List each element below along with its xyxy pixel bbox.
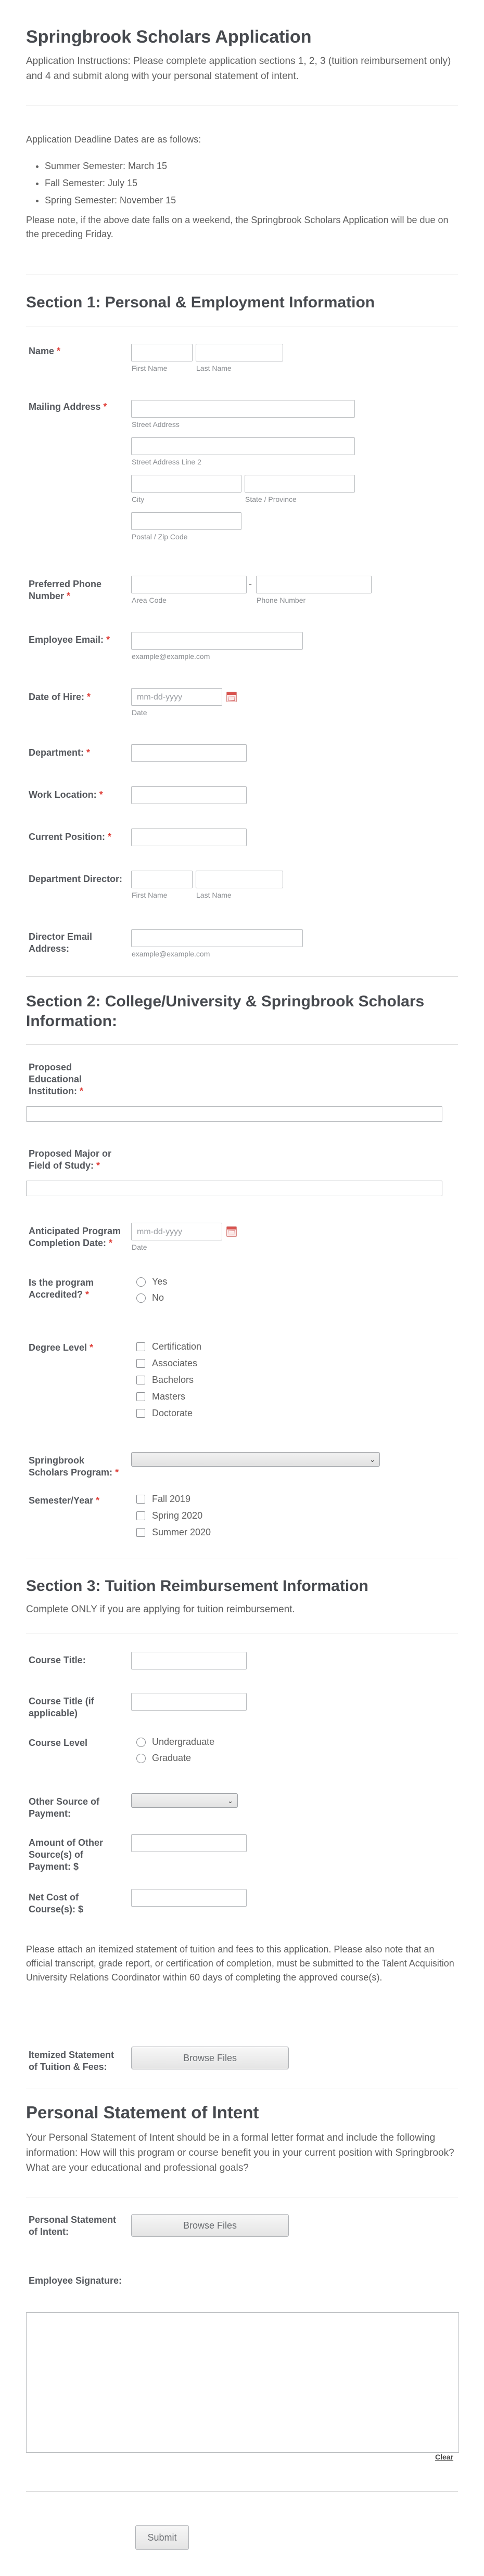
statement-label: Personal Statement of Intent:	[29, 2215, 117, 2237]
degree-option-label: Certification	[152, 1341, 202, 1352]
accredited-no-label: No	[152, 1292, 164, 1303]
first-name-input[interactable]	[131, 344, 193, 361]
attach-note: Please attach an itemized statement of tuition and fees to this application. Please also note that an official transcript, grade report, or certification of completion, must be submitted to the Talent Acquisition University Relations Coordinator within 60 days of completing the approved course(s).	[26, 1944, 454, 1983]
phone-number-sub: Phone Number	[257, 596, 306, 604]
course-title-2-label: Course Title (if applicable)	[29, 1696, 94, 1718]
street-address-2-input[interactable]	[131, 437, 355, 455]
semester-fall-2019-checkbox[interactable]	[136, 1495, 145, 1504]
last-name-sub: Last Name	[196, 364, 232, 372]
section-1-title: Section 1: Personal & Employment Information	[26, 294, 375, 311]
director-email-input[interactable]	[131, 929, 303, 947]
semester-option-label: Spring 2020	[152, 1510, 203, 1521]
city-sub: City	[132, 495, 145, 503]
other-source-label: Other Source of Payment:	[29, 1796, 100, 1819]
semester-year-label: Semester/Year *	[29, 1495, 100, 1506]
course-title-label: Course Title:	[29, 1655, 86, 1665]
scholars-program-label: Springbrook Scholars Program: *	[29, 1455, 119, 1478]
employee-email-label: Employee Email: *	[29, 635, 110, 645]
deadline-item: • Summer Semester: March 15	[45, 158, 176, 175]
accredited-yes-radio[interactable]	[136, 1277, 146, 1287]
mailing-address-label: Mailing Address *	[29, 402, 107, 412]
course-title-2-input[interactable]	[131, 1693, 247, 1711]
other-source-select[interactable]	[131, 1793, 238, 1808]
semester-option-label: Summer 2020	[152, 1527, 211, 1537]
completion-date-input[interactable]: mm-dd-yyyy	[131, 1223, 222, 1240]
last-name-input[interactable]	[196, 344, 283, 361]
signature-pad[interactable]	[26, 2312, 459, 2453]
date-of-hire-label: Date of Hire: *	[29, 692, 91, 702]
current-position-label: Current Position: *	[29, 832, 112, 842]
department-label: Department: *	[29, 747, 91, 758]
degree-associates-checkbox[interactable]	[136, 1359, 145, 1368]
institution-label: Proposed Educational Institution: *	[29, 1062, 84, 1096]
phone-number-input[interactable]	[256, 576, 372, 593]
semester-summer-2020-checkbox[interactable]	[136, 1528, 145, 1537]
major-label: Proposed Major or Field of Study: *	[29, 1148, 112, 1171]
degree-masters-checkbox[interactable]	[136, 1392, 145, 1401]
statement-browse-button[interactable]: Browse Files	[131, 2214, 289, 2237]
degree-option-label: Masters	[152, 1391, 186, 1402]
degree-bachelors-checkbox[interactable]	[136, 1376, 145, 1384]
director-first-name-sub: First Name	[132, 891, 168, 899]
semester-spring-2020-checkbox[interactable]	[136, 1511, 145, 1520]
section-4-title: Personal Statement of Intent	[26, 2103, 259, 2122]
section-2-title: Section 2: College/University & Springbrook Scholars Information:	[26, 993, 425, 1030]
course-level-option-label: Graduate	[152, 1753, 192, 1763]
degree-option-label: Bachelors	[152, 1375, 194, 1385]
form-instructions: Application Instructions: Please complete application sections 1, 2, 3 (tuition reimbursement only) and 4 and submit along with your personal statement of intent.	[26, 56, 451, 82]
degree-option-label: Associates	[152, 1358, 198, 1368]
course-level-label: Course Level	[29, 1738, 88, 1748]
section-4-description: Your Personal Statement of Intent should be in a formal letter format and include the following information: How will this program or course benefit you in your current position with Springbrook? What are your educational and professional goals?	[26, 2132, 454, 2173]
net-cost-input[interactable]	[131, 1889, 247, 1907]
city-input[interactable]	[131, 475, 241, 493]
date-of-hire-sub: Date	[132, 708, 147, 717]
divider	[26, 2491, 458, 2492]
calendar-icon[interactable]	[226, 692, 237, 702]
submit-button[interactable]: Submit	[135, 2525, 189, 2550]
street-address-input[interactable]	[131, 400, 355, 418]
divider	[26, 976, 458, 977]
chevron-down-icon: ⌄	[227, 1797, 233, 1805]
accredited-label: Is the program Accredited? *	[29, 1277, 94, 1300]
postal-code-sub: Postal / Zip Code	[132, 533, 188, 541]
completion-date-label: Anticipated Program Completion Date: *	[29, 1226, 121, 1248]
deadline-item: • Fall Semester: July 15	[45, 175, 176, 192]
name-label: Name *	[29, 346, 61, 356]
first-name-sub: First Name	[132, 364, 168, 372]
divider	[26, 1044, 458, 1045]
chevron-down-icon: ⌄	[370, 1456, 375, 1464]
employee-email-input[interactable]	[131, 632, 303, 650]
course-title-input[interactable]	[131, 1652, 247, 1669]
area-code-sub: Area Code	[132, 596, 167, 604]
semester-option-label: Fall 2019	[152, 1494, 191, 1504]
state-sub: State / Province	[245, 495, 297, 503]
degree-level-label: Degree Level *	[29, 1342, 94, 1353]
current-position-input[interactable]	[131, 829, 247, 846]
street-address-sub: Street Address	[132, 420, 180, 429]
scholars-program-select[interactable]	[131, 1452, 380, 1467]
course-level-option-label: Undergraduate	[152, 1737, 215, 1747]
phone-label: Preferred Phone Number *	[29, 579, 102, 601]
degree-option-label: Doctorate	[152, 1408, 193, 1418]
date-of-hire-input[interactable]: mm-dd-yyyy	[131, 688, 222, 706]
deadline-item: • Spring Semester: November 15	[45, 192, 176, 209]
degree-certification-checkbox[interactable]	[136, 1342, 145, 1351]
state-input[interactable]	[245, 475, 355, 493]
director-first-name-input[interactable]	[131, 871, 193, 888]
section-3-subtitle: Complete ONLY if you are applying for tuition reimbursement.	[26, 1604, 295, 1615]
calendar-icon[interactable]	[226, 1226, 237, 1237]
net-cost-label: Net Cost of Course(s): $	[29, 1892, 84, 1914]
director-last-name-sub: Last Name	[196, 891, 232, 899]
employee-email-hint: example@example.com	[132, 652, 210, 661]
employee-signature-label: Employee Signature:	[29, 2275, 122, 2286]
deadline-list	[31, 158, 176, 209]
institution-input[interactable]	[26, 1106, 442, 1122]
work-location-label: Work Location: *	[29, 789, 103, 800]
area-code-input[interactable]	[131, 576, 247, 593]
other-payment-amount-input[interactable]	[131, 1834, 247, 1852]
section-3-title: Section 3: Tuition Reimbursement Information	[26, 1577, 368, 1595]
department-input[interactable]	[131, 744, 247, 762]
director-email-label: Director Email Address:	[29, 931, 93, 954]
deadline-intro: Application Deadline Dates are as follows:	[26, 134, 201, 145]
degree-doctorate-checkbox[interactable]	[136, 1409, 145, 1418]
accredited-no-radio[interactable]	[136, 1293, 146, 1303]
course-level-undergraduate-radio[interactable]	[136, 1738, 146, 1747]
street-address-2-sub: Street Address Line 2	[132, 458, 201, 466]
department-director-label: Department Director:	[29, 874, 123, 884]
major-input[interactable]	[26, 1181, 442, 1196]
director-last-name-input[interactable]	[196, 871, 283, 888]
director-email-hint: example@example.com	[132, 950, 210, 958]
postal-code-input[interactable]	[131, 512, 241, 530]
phone-dash: -	[249, 579, 252, 589]
deadline-note: Please note, if the above date falls on a weekend, the Springbrook Scholars Application will be due on the preceding Friday.	[26, 215, 449, 239]
clear-signature-link[interactable]: Clear	[435, 2453, 454, 2461]
other-payment-amount-label: Amount of Other Source(s) of Payment: $	[29, 1837, 103, 1872]
itemized-statement-label: Itemized Statement of Tuition & Fees:	[29, 2050, 114, 2072]
course-level-graduate-radio[interactable]	[136, 1754, 146, 1763]
work-location-input[interactable]	[131, 786, 247, 804]
completion-date-sub: Date	[132, 1243, 147, 1251]
form-title: Springbrook Scholars Application	[26, 27, 312, 47]
itemized-browse-button[interactable]: Browse Files	[131, 2047, 289, 2069]
accredited-yes-label: Yes	[152, 1276, 168, 1287]
